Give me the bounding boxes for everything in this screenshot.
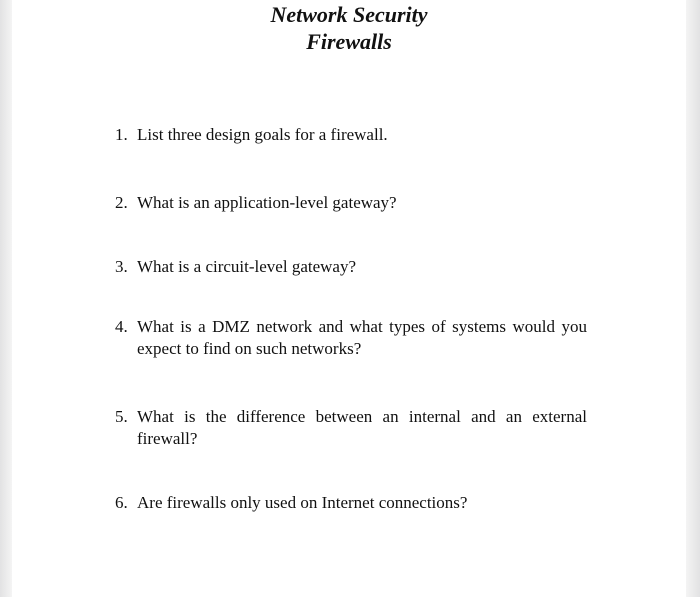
page-title: Network Security: [270, 2, 428, 27]
question-text: What is an application-level gateway?: [137, 193, 397, 212]
question-number: 3.: [115, 257, 128, 276]
page-subtitle: Firewalls: [306, 29, 392, 54]
question-text: What is a circuit-level gateway?: [137, 257, 356, 276]
question-item: [115, 256, 587, 278]
question-number: 1.: [115, 125, 128, 144]
question-item: [115, 492, 587, 514]
question-number: 6.: [115, 493, 128, 512]
question-item: [115, 124, 587, 146]
question-number: 4.: [115, 317, 128, 336]
page-edge-right: [686, 0, 700, 597]
question-item: [115, 406, 587, 450]
question-number: 2.: [115, 193, 128, 212]
question-text: Are firewalls only used on Internet connections?: [137, 493, 468, 512]
question-number: 5.: [115, 407, 128, 426]
question-text: List three design goals for a firewall.: [137, 125, 388, 144]
question-item: [115, 192, 587, 214]
page-edge-left: [0, 0, 12, 597]
document-page: [12, 0, 686, 597]
question-item: [115, 316, 587, 360]
question-text: What is the difference between an internal and an external firewall?: [137, 407, 587, 448]
question-text: What is a DMZ network and what types of systems would you expect to find on such networks?: [137, 317, 587, 358]
